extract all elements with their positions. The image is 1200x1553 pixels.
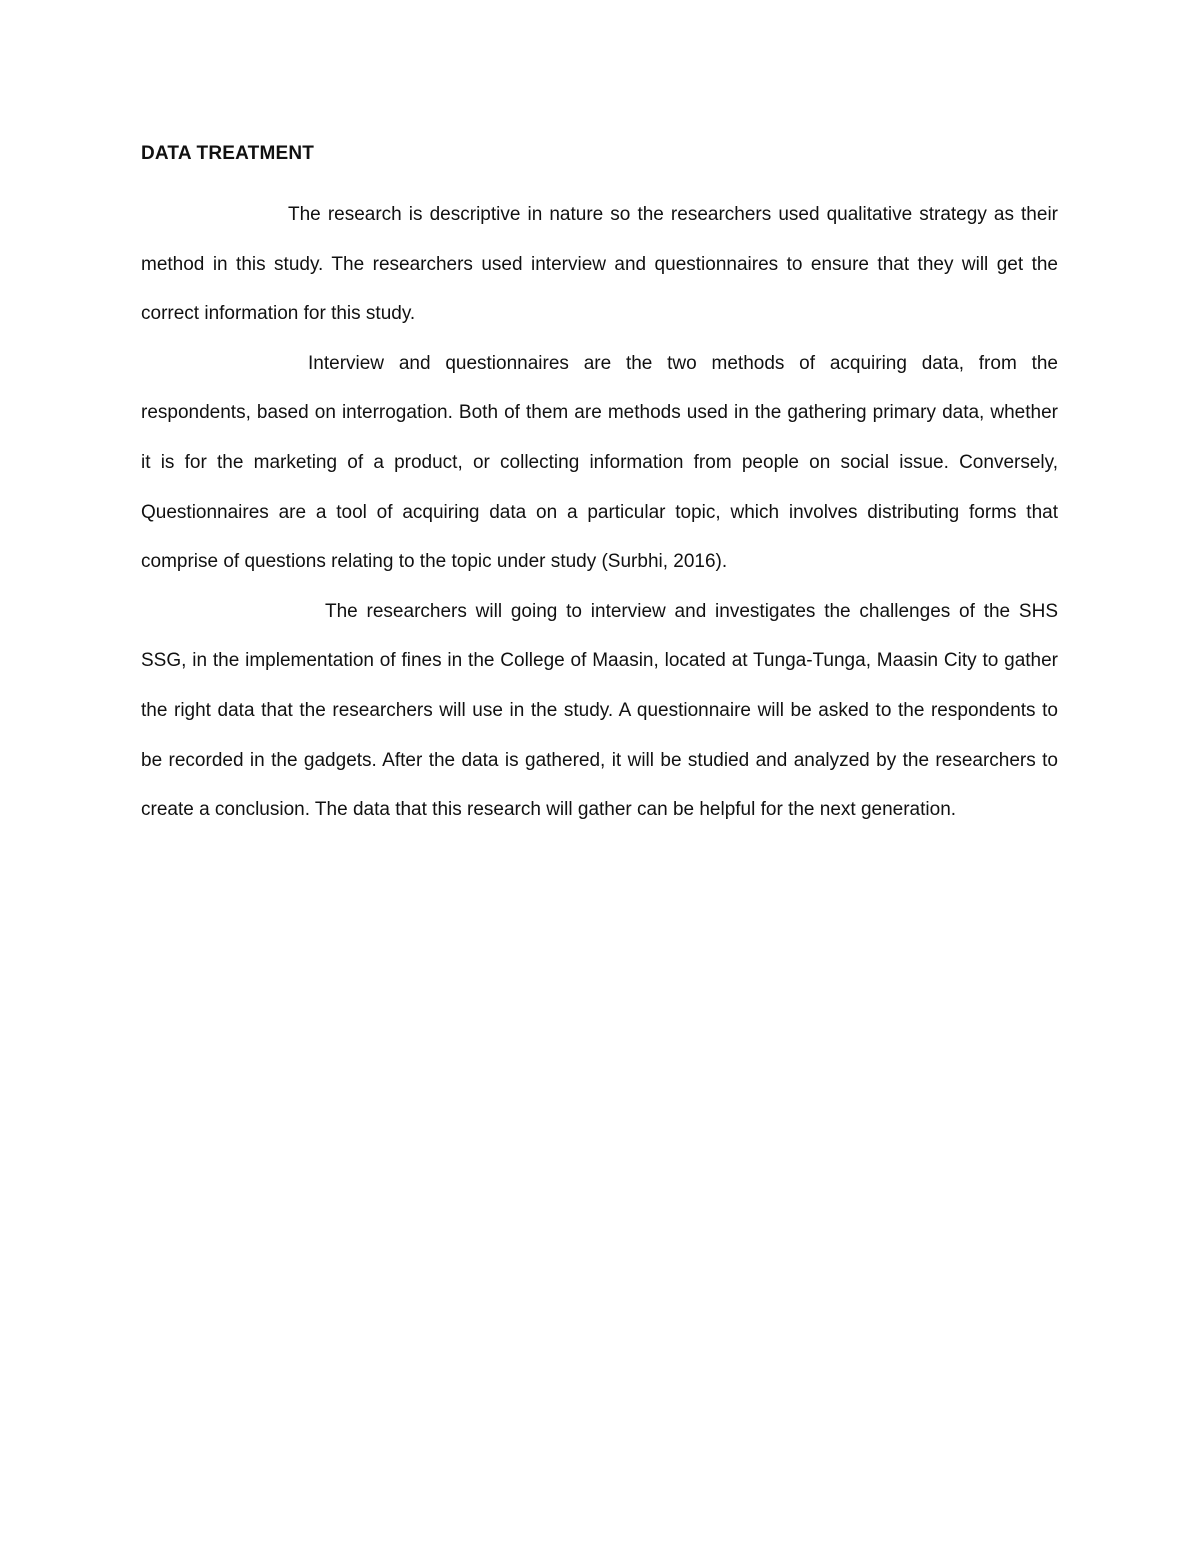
section-heading: DATA TREATMENT (141, 143, 315, 164)
paragraph-researchers-plan: The researchers will going to interview and investigates the challenges of the SHS SSG, in the implementation of fines in the College of Maasin, located at Tunga-Tunga, Maasin City to gather the right data that the researchers will use in the study. A questionnaire will be asked to the respondents to be recorded in the gadgets. After the data is gathered, it will be studied and analyzed by the researchers to create a conclusion. The data that this research will gather can be helpful for the next generation. (141, 600, 1058, 821)
paragraph-interview-questionnaires: Interview and questionnaires are the two methods of acquiring data, from the respondents, based on interrogation. Both of them are methods used in the gathering primary data, whether it is for the marketing of a product, or collecting information from people on social issue. Conversely, Questionnaires are a tool of acquiring data on a particular topic, which involves distributing forms that comprise of questions relating to the topic under study (Surbhi, 2016). (141, 352, 1058, 573)
document-body (141, 139, 1058, 835)
paragraph-research-method: The research is descriptive in nature so the researchers used qualitative strategy as their method in this study. The researchers used interview and questionnaires to ensure that they will get the correct information for this study. (141, 204, 1058, 325)
